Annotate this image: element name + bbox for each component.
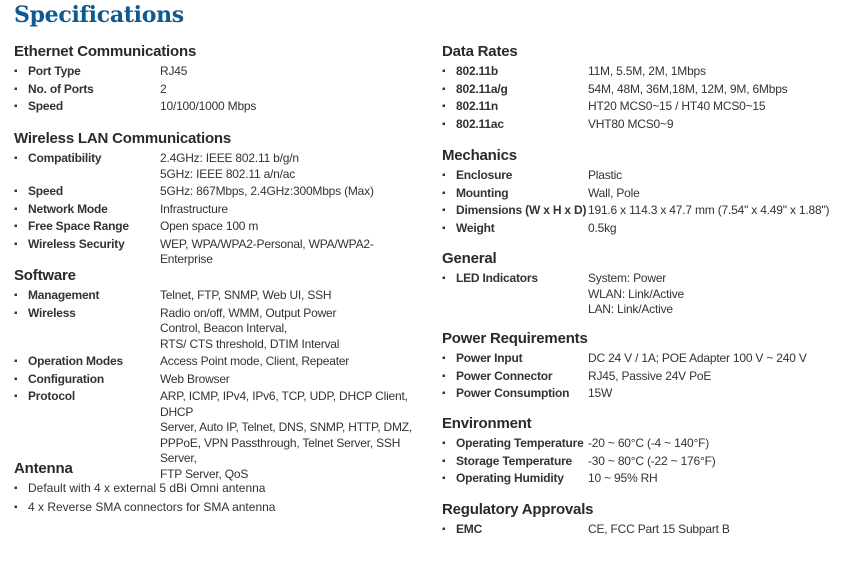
section-general	[442, 249, 847, 320]
bullet-square-icon: ▪	[14, 356, 18, 367]
spec-row	[14, 184, 424, 200]
spec-label: Compatibility	[28, 151, 102, 165]
bullet-square-icon: ▪	[442, 370, 446, 382]
section-title: Regulatory Approvals	[442, 501, 594, 518]
spec-value-line: 191.6 x 114.3 x 47.7 mm (7.54" x 4.49" x 1.88")	[588, 203, 830, 217]
spec-value	[588, 203, 847, 219]
spec-value-line: -30 ~ 80°C (-22 ~ 176°F)	[588, 453, 716, 468]
spec-row	[442, 436, 847, 452]
section-mechanics	[442, 146, 847, 238]
section-title: General	[442, 250, 497, 267]
bullet-square-icon: ▪	[14, 373, 18, 385]
spec-value	[160, 306, 424, 353]
bullet-square-icon: ▪	[442, 388, 446, 399]
spec-value-line: 5GHz: IEEE 802.11 a/n/ac	[160, 166, 296, 181]
spec-label: 802.11b	[456, 64, 498, 78]
spec-label: LED Indicators	[456, 271, 538, 285]
spec-list	[14, 481, 424, 515]
spec-row	[442, 369, 847, 385]
list-item-text: Default with 4 x external 5 dBi Omni antenna	[28, 481, 266, 495]
spec-value	[160, 219, 424, 235]
spec-value	[160, 82, 424, 98]
spec-row	[14, 288, 424, 304]
spec-value-line: Control, Beacon Interval,	[160, 321, 288, 335]
spec-value-line: 5GHz: 867Mbps, 2.4GHz:300Mbps (Max)	[160, 184, 374, 198]
spec-value	[588, 436, 847, 452]
spec-label: Speed	[28, 184, 64, 198]
spec-row	[442, 64, 847, 80]
spec-row	[14, 99, 424, 115]
spec-label: Power Consumption	[456, 386, 570, 400]
bullet-square-icon: ▪	[14, 238, 18, 250]
section-title: Data Rates	[442, 43, 518, 60]
spec-value-line: ARP, ICMP, IPv4, IPv6, TCP, UDP, DHCP Client, DHCP	[160, 389, 408, 419]
spec-value	[160, 99, 424, 115]
spec-value-line: 54M, 48M, 36M,18M, 12M, 9M, 6Mbps	[588, 81, 788, 96]
spec-value-line: VHT80 MCS0~9	[588, 116, 674, 131]
spec-value-line: 2	[160, 81, 167, 96]
spec-value-line: System: Power	[588, 271, 667, 285]
spec-row	[14, 82, 424, 98]
list-item	[14, 500, 424, 516]
spec-row	[442, 271, 847, 318]
bullet-square-icon: ▪	[14, 221, 18, 232]
bullet-square-icon: ▪	[14, 153, 18, 164]
spec-value-line: WLAN: Link/Active	[588, 286, 684, 301]
spec-value	[588, 186, 847, 202]
spec-value-line: HT20 MCS0~15 / HT40 MCS0~15	[588, 99, 766, 113]
spec-value	[160, 354, 424, 370]
spec-value	[588, 369, 847, 385]
spec-value	[160, 237, 424, 268]
spec-list	[442, 436, 847, 487]
list-item-text: 4 x Reverse SMA connectors for SMA antenna	[28, 499, 276, 514]
spec-label: Operation Modes	[28, 354, 124, 368]
spec-value	[160, 288, 424, 304]
bullet-square-icon: ▪	[14, 101, 18, 112]
section-power-requirements	[442, 329, 847, 404]
spec-row	[442, 221, 847, 237]
spec-value-line: 0.5kg	[588, 220, 617, 235]
spec-value	[588, 522, 847, 538]
spec-list	[442, 522, 847, 538]
section-title: Software	[14, 267, 76, 284]
spec-row	[14, 64, 424, 80]
spec-label: 802.11n	[456, 99, 498, 113]
spec-value	[588, 99, 847, 115]
section-ethernet-communications	[14, 42, 424, 117]
spec-value	[588, 168, 847, 184]
spec-value	[588, 117, 847, 133]
bullet-square-icon: ▪	[442, 273, 446, 284]
bullet-square-icon: ▪	[442, 187, 446, 199]
spec-row	[442, 203, 847, 219]
spec-label: Mounting	[456, 185, 509, 200]
spec-list	[442, 271, 847, 318]
bullet-square-icon: ▪	[442, 101, 446, 112]
spec-label: Power Input	[456, 351, 523, 365]
spec-label: Speed	[28, 99, 64, 113]
spec-row	[442, 522, 847, 538]
bullet-square-icon: ▪	[14, 501, 18, 513]
bullet-square-icon: ▪	[442, 118, 446, 130]
spec-label: Protocol	[28, 389, 76, 403]
spec-value-line: Radio on/off, WMM, Output Power	[160, 305, 337, 320]
spec-row	[14, 306, 424, 353]
bullet-square-icon: ▪	[14, 186, 18, 197]
bullet-square-icon: ▪	[442, 205, 446, 216]
spec-value-line: -20 ~ 60°C (-4 ~ 140°F)	[588, 436, 710, 450]
bullet-square-icon: ▪	[14, 66, 18, 77]
list-item	[14, 481, 424, 497]
spec-row	[442, 117, 847, 133]
spec-value	[588, 82, 847, 98]
spec-row	[442, 351, 847, 367]
spec-value-line: 2.4GHz: IEEE 802.11 b/g/n	[160, 151, 299, 165]
spec-row	[14, 219, 424, 235]
spec-row	[14, 354, 424, 370]
spec-value-line: Telnet, FTP, SNMP, Web UI, SSH	[160, 288, 332, 302]
spec-value-line: 10/100/1000 Mbps	[160, 99, 257, 113]
spec-row	[442, 82, 847, 98]
spec-list	[14, 151, 424, 268]
spec-value	[160, 64, 424, 80]
section-title: Mechanics	[442, 147, 517, 164]
spec-value-line: 15W	[588, 386, 613, 400]
spec-label: Configuration	[28, 371, 105, 386]
spec-value-line: 11M, 5.5M, 2M, 1Mbps	[588, 64, 706, 78]
spec-row	[14, 202, 424, 218]
spec-value	[588, 221, 847, 237]
section-title: Wireless LAN Communications	[14, 130, 232, 147]
spec-value-line: Open space 100 m	[160, 219, 259, 233]
spec-value	[588, 386, 847, 402]
spec-value-line: Server, Auto IP, Telnet, DNS, SNMP, HTTP, DMZ,	[160, 420, 413, 434]
spec-value-line: Access Point mode, Client, Repeater	[160, 354, 350, 368]
spec-list	[442, 64, 847, 132]
spec-row	[442, 454, 847, 470]
section-title: Power Requirements	[442, 330, 588, 347]
spec-value-line: LAN: Link/Active	[588, 302, 673, 316]
section-title: Antenna	[14, 460, 73, 477]
spec-value	[588, 64, 847, 80]
spec-value-line: RJ45, Passive 24V PoE	[588, 368, 712, 383]
spec-label: Management	[28, 288, 100, 302]
spec-value-line: Web Browser	[160, 371, 230, 386]
spec-label: Enclosure	[456, 168, 513, 182]
spec-label: Wireless	[28, 305, 76, 320]
spec-label: 802.11a/g	[456, 81, 508, 96]
bullet-square-icon: ▪	[14, 83, 18, 95]
bullet-square-icon: ▪	[442, 83, 446, 95]
bullet-square-icon: ▪	[442, 170, 446, 181]
spec-label: Operating Temperature	[456, 436, 584, 450]
spec-row	[14, 372, 424, 388]
spec-value-line: Infrastructure	[160, 201, 228, 216]
spec-row	[442, 471, 847, 487]
spec-list	[442, 351, 847, 402]
spec-label: Storage Temperature	[456, 453, 573, 468]
spec-label: Free Space Range	[28, 219, 129, 233]
spec-row	[442, 168, 847, 184]
bullet-square-icon: ▪	[442, 473, 446, 484]
bullet-square-icon: ▪	[442, 222, 446, 234]
bullet-square-icon: ▪	[14, 290, 18, 301]
bullet-square-icon: ▪	[14, 307, 18, 319]
section-environment	[442, 414, 847, 489]
spec-value-line: 10 ~ 95% RH	[588, 471, 658, 485]
section-title: Ethernet Communications	[14, 43, 197, 60]
spec-value-line: RJ45	[160, 64, 188, 78]
spec-value-line: Plastic	[588, 168, 622, 182]
section-data-rates	[442, 42, 847, 134]
spec-value	[588, 351, 847, 367]
spec-label: Operating Humidity	[456, 471, 564, 485]
bullet-square-icon: ▪	[442, 524, 446, 535]
spec-value-line: WEP, WPA/WPA2-Personal, WPA/WPA2-Enterprise	[160, 236, 374, 266]
spec-row	[14, 151, 424, 182]
bullet-square-icon: ▪	[14, 203, 18, 215]
bullet-square-icon: ▪	[442, 353, 446, 364]
spec-value-line: PPPoE, VPN Passthrough, Telnet Server, SSH Server,	[160, 435, 401, 465]
bullet-square-icon: ▪	[14, 391, 18, 402]
spec-label: EMC	[456, 522, 483, 536]
spec-value	[160, 184, 424, 200]
spec-value	[160, 202, 424, 218]
spec-value	[588, 471, 847, 487]
spec-label: Dimensions (W x H x D)	[456, 203, 587, 217]
spec-row	[442, 386, 847, 402]
bullet-square-icon: ▪	[14, 483, 18, 494]
spec-label: No. of Ports	[28, 81, 94, 96]
spec-list	[14, 288, 424, 482]
bullet-square-icon: ▪	[442, 438, 446, 449]
spec-label: Wireless Security	[28, 236, 125, 251]
spec-label: Weight	[456, 220, 495, 235]
spec-row	[442, 186, 847, 202]
spec-value-line: Wall, Pole	[588, 185, 640, 200]
bullet-square-icon: ▪	[442, 455, 446, 467]
spec-value	[160, 151, 424, 182]
spec-value	[588, 271, 847, 318]
spec-list	[14, 64, 424, 115]
spec-value-line: DC 24 V / 1A; POE Adapter 100 V ~ 240 V	[588, 351, 807, 365]
spec-label: Port Type	[28, 64, 81, 78]
section-wireless-lan-communications	[14, 129, 424, 270]
spec-value-line: RTS/ CTS threshold, DTIM Interval	[160, 336, 340, 351]
bullet-square-icon: ▪	[442, 66, 446, 77]
spec-label: Network Mode	[28, 201, 108, 216]
section-software	[14, 266, 424, 484]
section-antenna	[14, 459, 424, 518]
spec-label: Power Connector	[456, 368, 553, 383]
spec-row	[442, 99, 847, 115]
spec-label: 802.11ac	[456, 116, 504, 131]
section-regulatory-approvals	[442, 500, 847, 540]
page-title: Specifications	[14, 2, 184, 28]
spec-value-line: CE, FCC Part 15 Subpart B	[588, 522, 730, 536]
spec-list	[442, 168, 847, 236]
spec-row	[14, 237, 424, 268]
section-title: Environment	[442, 415, 532, 432]
spec-value-line: FTP Server, QoS	[160, 466, 249, 481]
spec-value	[588, 454, 847, 470]
spec-value	[160, 372, 424, 388]
